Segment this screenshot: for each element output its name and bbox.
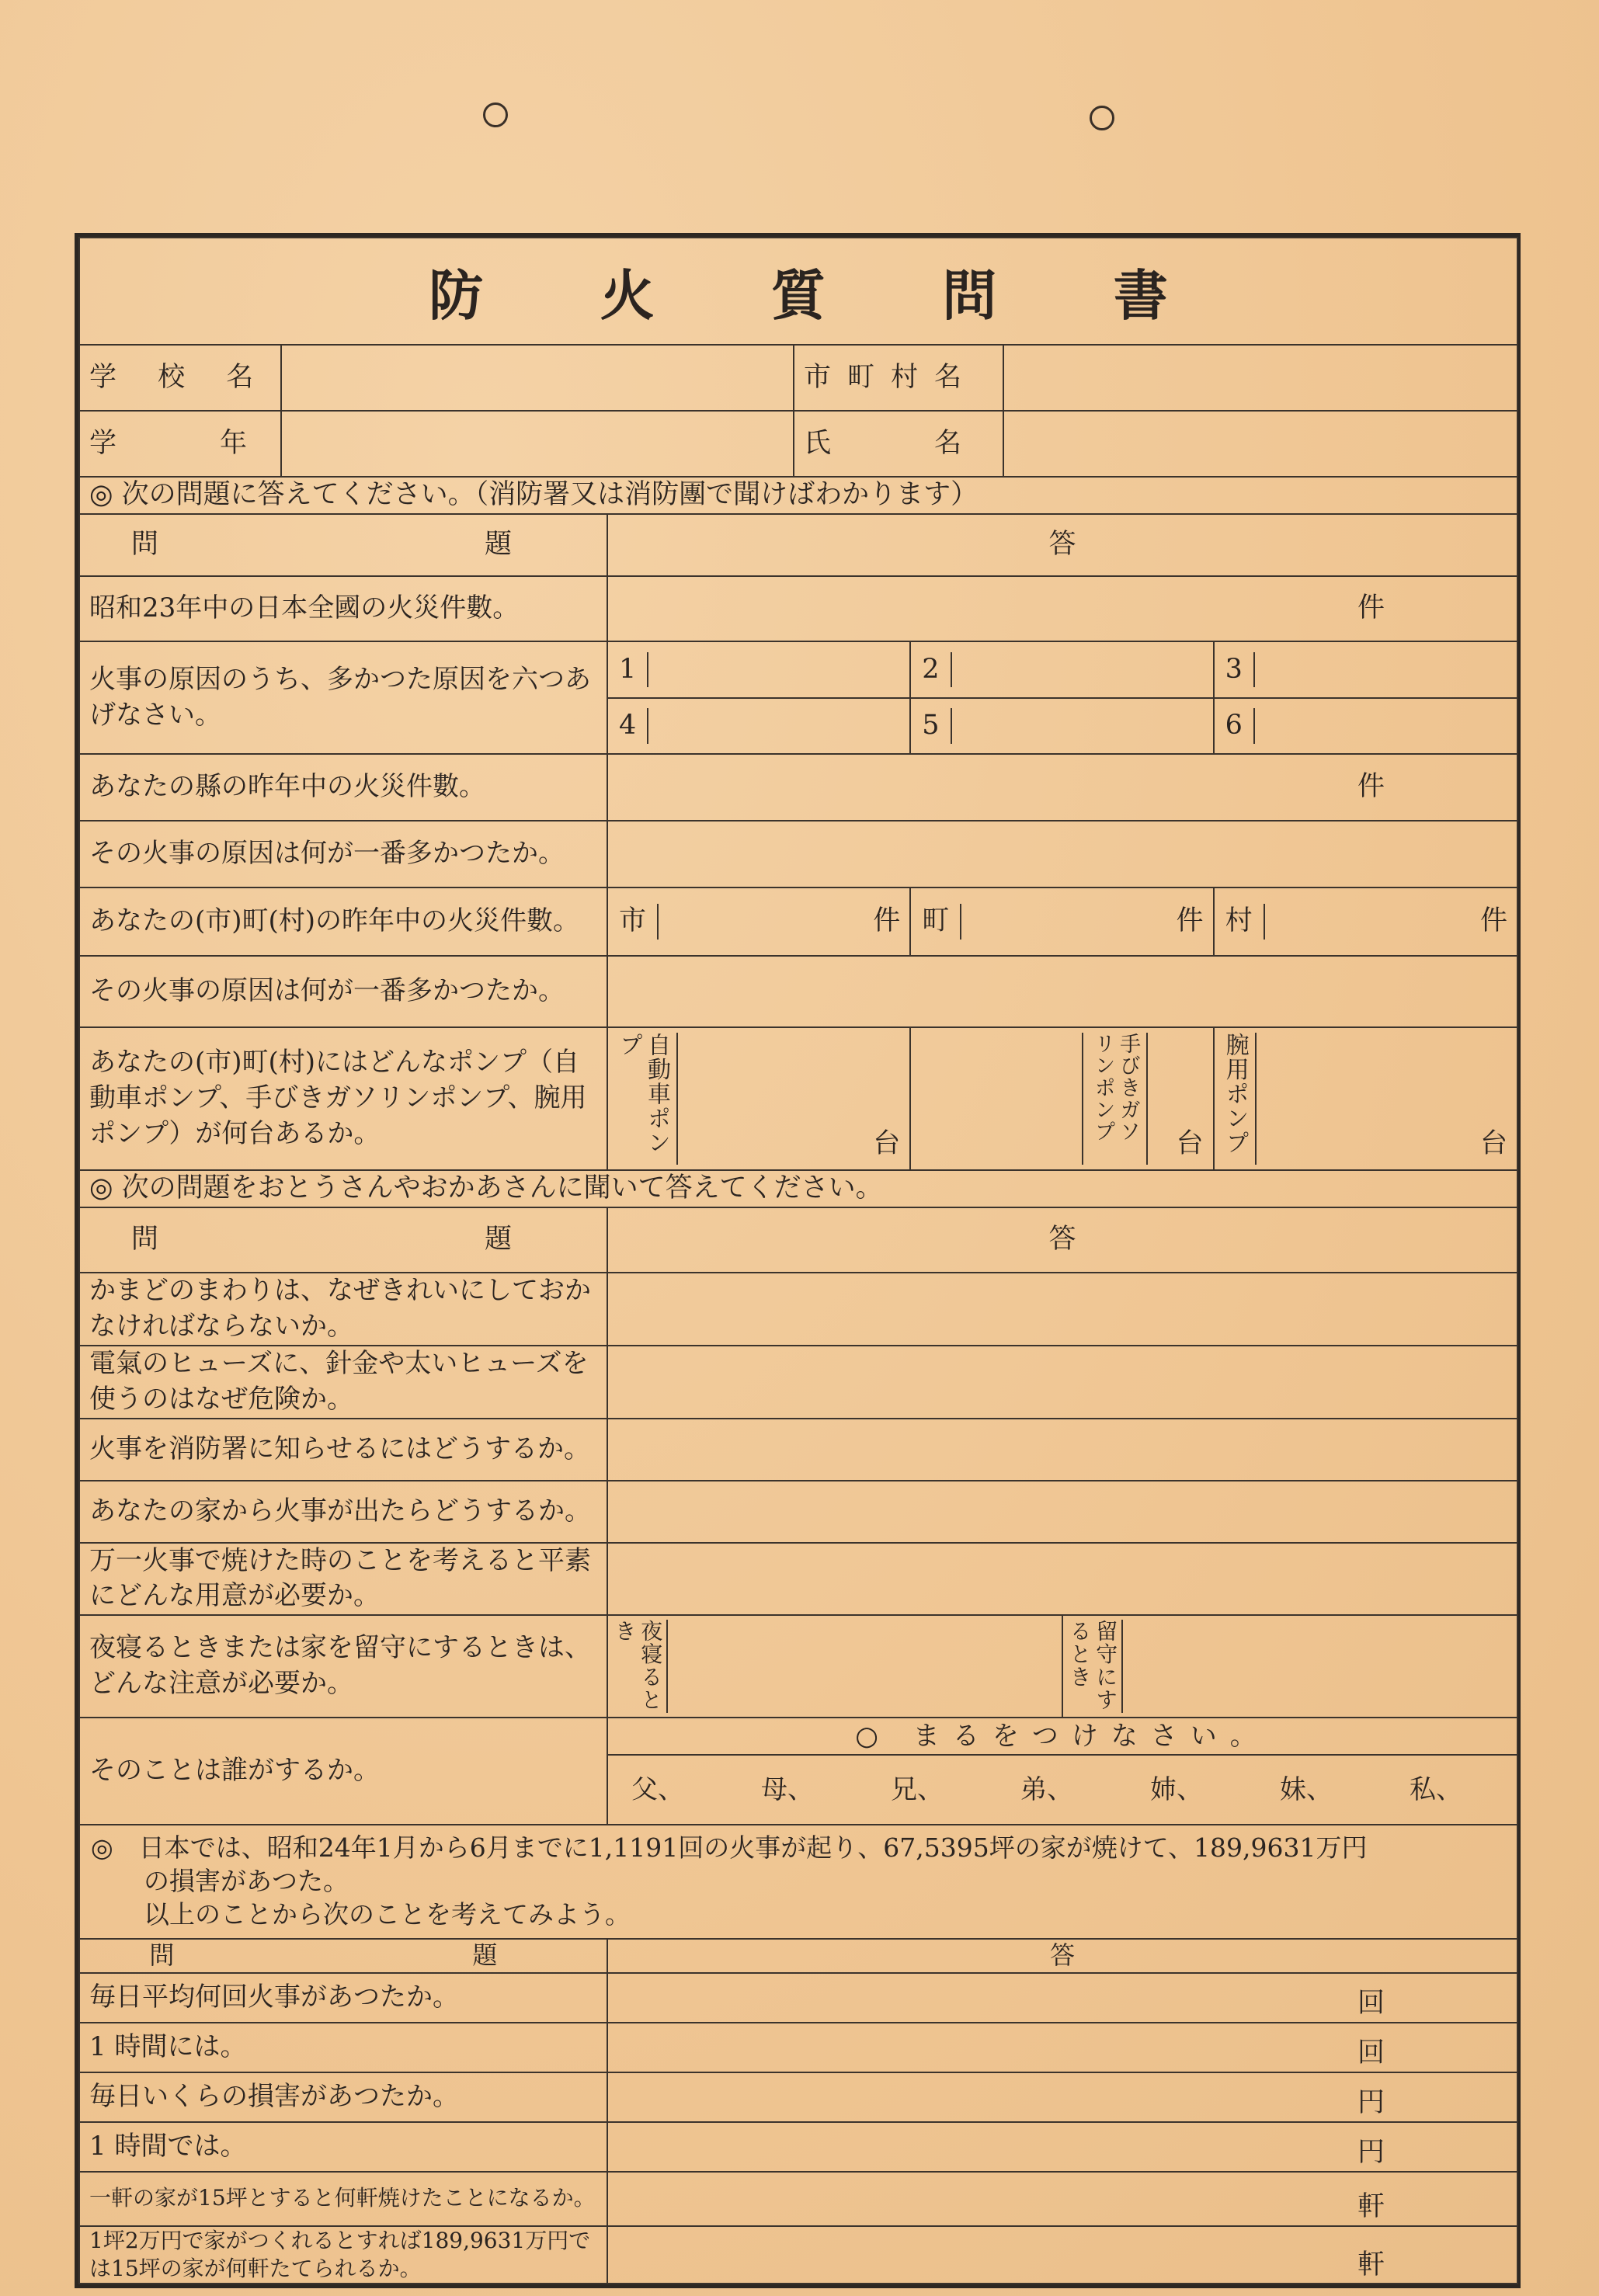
note-line-2: の損害があつた。	[144, 1866, 349, 1897]
form-table	[78, 237, 1518, 2284]
answer-pump-count	[607, 1027, 1517, 1170]
family-option-mother[interactable]: 母、	[761, 1774, 814, 1806]
question-notify-fire-station: 火事を消防署に知らせるにはどうするか。	[79, 1419, 607, 1481]
section2-answer-header: 答	[607, 1207, 1517, 1273]
punch-hole-right	[1090, 106, 1114, 130]
family-option-older-sister[interactable]: 姉、	[1150, 1774, 1203, 1806]
night-precaution-field[interactable]: 夜寝るとき	[608, 1616, 1063, 1717]
answer-fuse-danger[interactable]	[607, 1346, 1517, 1419]
answer-stove-area[interactable]	[607, 1273, 1517, 1346]
question-national-fires: 昭和23年中の日本全國の火災件數。	[79, 576, 607, 641]
family-option-older-brother[interactable]: 兄、	[891, 1774, 944, 1806]
family-options	[608, 1756, 1517, 1824]
grade-label: 学 年	[79, 411, 281, 477]
family-option-younger-sister[interactable]: 妹、	[1280, 1774, 1333, 1806]
question-daily-fires: 毎日平均何回火事があつたか。	[79, 1973, 607, 2023]
answer-precautions	[607, 1615, 1517, 1718]
answer-daily-fires[interactable]: 回	[607, 1973, 1517, 2023]
cause-field-1[interactable]: 1	[608, 642, 911, 697]
question-fire-causes: 火事の原因のうち、多かつた原因を六つあげなさい。	[79, 641, 607, 754]
city-name-label: 市町村名	[794, 345, 1003, 411]
answer-preparation[interactable]	[607, 1543, 1517, 1616]
answer-who-does-it	[607, 1718, 1517, 1825]
section1-question-header: 問 題	[79, 514, 607, 576]
question-fuse-danger: 電氣のヒューズに、針金や太いヒューズを使うのはなぜ危険か。	[79, 1346, 607, 1419]
punch-hole-left	[483, 102, 508, 127]
section3-question-header: 問 題	[79, 1939, 607, 1973]
answer-hourly-fires[interactable]: 回	[607, 2023, 1517, 2072]
cause-field-4[interactable]: 4	[608, 699, 911, 753]
answer-local-fires	[607, 887, 1517, 956]
motor-pump-field[interactable]: 自動車ポンプ 台	[608, 1028, 911, 1169]
answer-hourly-damage[interactable]: 円	[607, 2122, 1517, 2172]
answer-prefecture-fires[interactable]: 件	[607, 754, 1517, 821]
section3-answer-header: 答	[607, 1939, 1517, 1973]
question-preparation: 万一火事で焼けた時のことを考えると平素にどんな用意が必要か。	[79, 1543, 607, 1616]
school-name-label: 学 校 名	[79, 345, 281, 411]
form-title: 防 火 質 問 書	[79, 238, 1517, 345]
cause-field-3[interactable]: 3	[1215, 642, 1517, 697]
note-line-1: ◎ 日本では、昭和24年1月から6月までに1,1191回の火事が起り、67,5395坪の家が焼けて、189,9631万円	[91, 1832, 1368, 1864]
fire-prevention-questionnaire	[75, 233, 1521, 2288]
hand-gasoline-pump-field[interactable]: 手びきガソリンポンプ 台	[911, 1028, 1214, 1169]
section2-instruction: ◎ 次の問題をおとうさんやおかあさんに聞いて答えてください。	[79, 1170, 1517, 1207]
question-hourly-fires: 1 時間には。	[79, 2023, 607, 2072]
village-fires-field[interactable]: 村 件	[1215, 888, 1517, 955]
cause-field-6[interactable]: 6	[1215, 699, 1517, 753]
question-stove-area: かまどのまわりは、なぜきれいにしておかなければならないか。	[79, 1273, 607, 1346]
answer-fire-causes	[607, 641, 1517, 754]
hand-pump-field[interactable]: 腕用ポンプ 台	[1215, 1028, 1517, 1169]
student-name-label: 氏 名	[794, 411, 1003, 477]
section1-answer-header: 答	[607, 514, 1517, 576]
answer-notify-fire-station[interactable]	[607, 1419, 1517, 1481]
family-option-younger-brother[interactable]: 弟、	[1020, 1774, 1073, 1806]
question-houses-buildable: 1坪2万円で家がつくれるとすれば189,9631万円では15坪の家が何軒たてられるか。	[79, 2226, 607, 2284]
grade-field[interactable]	[281, 411, 794, 477]
answer-houses-buildable[interactable]: 軒	[607, 2226, 1517, 2284]
question-pump-count: あなたの(市)町(村)にはどんなポンプ（自動車ポンプ、手びきガソリンポンプ、腕用ポンプ）が何台あるか。	[79, 1027, 607, 1170]
cause-field-5[interactable]: 5	[911, 699, 1214, 753]
question-local-main-cause: その火事の原因は何が一番多かつたか。	[79, 956, 607, 1027]
school-name-field[interactable]	[281, 345, 794, 411]
away-precaution-field[interactable]: 留守にするとき	[1063, 1616, 1517, 1717]
question-house-fire-action: あなたの家から火事が出たらどうするか。	[79, 1481, 607, 1543]
question-prefecture-fires: あなたの縣の昨年中の火災件數。	[79, 754, 607, 821]
question-hourly-damage: 1 時間では。	[79, 2122, 607, 2172]
question-who-does-it: そのことは誰がするか。	[79, 1718, 607, 1825]
answer-national-fires[interactable]	[607, 576, 1517, 641]
unit-label: 件	[1357, 592, 1385, 624]
cause-field-2[interactable]: 2	[911, 642, 1214, 697]
answer-house-fire-action[interactable]	[607, 1481, 1517, 1543]
city-name-field[interactable]	[1003, 345, 1517, 411]
answer-houses-burned[interactable]: 軒	[607, 2172, 1517, 2226]
question-precautions: 夜寝るときまたは家を留守にするときは、どんな注意が必要か。	[79, 1615, 607, 1718]
answer-daily-damage[interactable]: 円	[607, 2072, 1517, 2122]
city-fires-field[interactable]: 市 件	[608, 888, 911, 955]
family-option-self[interactable]: 私、	[1410, 1774, 1462, 1806]
section1-instruction: ◎ 次の問題に答えてください。（消防署又は消防團で聞けばわかります）	[79, 477, 1517, 514]
section3-note	[79, 1825, 1517, 1939]
question-daily-damage: 毎日いくらの損害があつたか。	[79, 2072, 607, 2122]
answer-local-main-cause[interactable]	[607, 956, 1517, 1027]
section2-question-header: 問 題	[79, 1207, 607, 1273]
question-houses-burned: 一軒の家が15坪とすると何軒焼けたことになるか。	[79, 2172, 607, 2226]
family-option-father[interactable]: 父、	[631, 1774, 684, 1806]
answer-prefecture-main-cause[interactable]	[607, 821, 1517, 887]
student-name-field[interactable]	[1003, 411, 1517, 477]
note-line-3: 以上のことから次のことを考えてみよう。	[144, 1899, 631, 1930]
circle-instruction: ○ まるをつけなさい。	[608, 1718, 1517, 1756]
question-local-fires: あなたの(市)町(村)の昨年中の火災件數。	[79, 887, 607, 956]
question-prefecture-main-cause: その火事の原因は何が一番多かつたか。	[79, 821, 607, 887]
town-fires-field[interactable]: 町 件	[911, 888, 1214, 955]
